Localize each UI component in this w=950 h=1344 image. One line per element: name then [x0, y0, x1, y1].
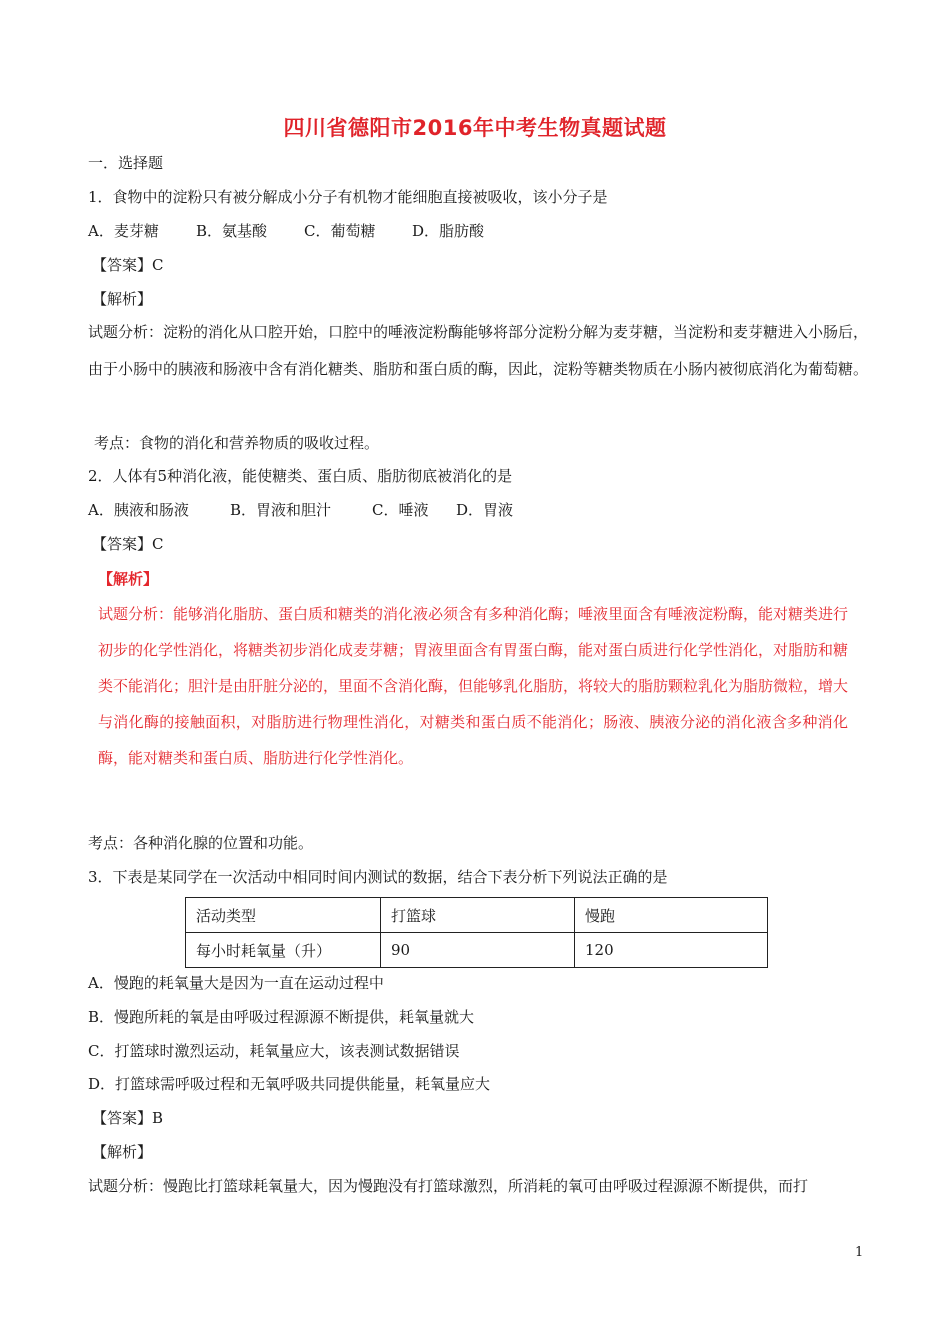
q2-option-d: D．胃液 — [456, 501, 514, 519]
q1-option-a: A．麦芽糖 — [88, 222, 159, 240]
q1-analysis: 试题分析：淀粉的消化从口腔开始，口腔中的唾液淀粉酶能够将部分淀粉分解为麦芽糖，当淀粉和麦芽糖进入小肠后，由于小肠中的胰液和肠液中含有消化糖类、脂肪和蛋白质的酶，因此，淀粉等糖类物质在小肠内被彻底消化为葡萄糖。 — [88, 323, 869, 378]
table-cell-basketball-value: 90 — [381, 933, 575, 968]
q1-option-c: C．葡萄糖 — [304, 222, 376, 240]
q3-analysis: 试题分析：慢跑比打篮球耗氧量大，因为慢跑没有打篮球激烈，所消耗的氧可由呼吸过程源源不断提供，而打 — [88, 1177, 809, 1195]
q3-option-a: A．慢跑的耗氧量大是因为一直在运动过程中 — [88, 974, 384, 992]
q1-option-b: B．氨基酸 — [196, 222, 268, 240]
q3-option-d: D．打篮球需呼吸过程和无氧呼吸共同提供能量，耗氧量应大 — [88, 1075, 491, 1093]
table-cell-activity-type: 活动类型 — [186, 898, 381, 933]
q1-knowledge-point: 考点：食物的消化和营养物质的吸收过程。 — [94, 434, 380, 452]
q1-answer: 【答案】C — [92, 256, 164, 274]
q2-option-b: B．胃液和胆汁 — [230, 501, 332, 519]
q3-option-c: C．打篮球时激烈运动，耗氧量应大，该表测试数据错误 — [88, 1042, 460, 1060]
q1-stem: 1．食物中的淀粉只有被分解成小分子有机物才能细胞直接被吸收，该小分子是 — [88, 188, 608, 206]
q2-answer: 【答案】C — [92, 535, 164, 553]
q2-knowledge-point: 考点：各种消化腺的位置和功能。 — [88, 834, 314, 852]
q2-stem: 2．人体有5种消化液，能使糖类、蛋白质、脂肪彻底被消化的是 — [88, 467, 513, 485]
q3-stem: 3．下表是某同学在一次活动中相同时间内测试的数据，结合下表分析下列说法正确的是 — [88, 868, 668, 886]
table-cell-basketball: 打篮球 — [381, 898, 575, 933]
table-cell-jogging-value: 120 — [575, 933, 768, 968]
q3-option-b: B．慢跑所耗的氧是由呼吸过程源源不断提供，耗氧量就大 — [88, 1008, 475, 1026]
table-row — [186, 898, 768, 933]
q3-answer: 【答案】B — [92, 1109, 164, 1127]
q1-option-d: D．脂肪酸 — [412, 222, 485, 240]
q2-analysis: 试题分析：能够消化脂肪、蛋白质和糖类的消化液必须含有多种消化酶；唾液里面含有唾液淀粉酶，能对糖类进行初步的化学性消化，将糖类初步消化成麦芽糖；胃液里面含有胃蛋白酶，能对蛋白质进行化学性消化，对脂肪和糖类不能消化；胆汁是由肝脏分泌的，里面不含消化酶，但能够乳化脂肪，将较大的脂肪颗粒乳化为脂肪微粒，增大与消化酶的接触面积，对脂肪进行物理性消化，对糖类和蛋白质不能消化；肠液、胰液分泌的消化液含多种消化酶，能对糖类和蛋白质、脂肪进行化学性消化。 — [98, 605, 849, 767]
section-heading: 一．选择题 — [88, 154, 164, 172]
q2-options — [88, 499, 513, 521]
page-number: 1 — [855, 1245, 864, 1260]
q2-option-c: C．唾液 — [372, 501, 429, 519]
q1-analysis-heading: 【解析】 — [92, 290, 153, 308]
table-row — [186, 933, 768, 968]
table-cell-jogging: 慢跑 — [575, 898, 768, 933]
table-cell-oxygen-label: 每小时耗氧量（升） — [186, 933, 381, 968]
document-title: 四川省德阳市2016年中考生物真题试题 — [283, 116, 667, 140]
q2-analysis-heading: 【解析】 — [98, 570, 159, 588]
q1-options — [88, 220, 484, 242]
q3-analysis-heading: 【解析】 — [92, 1143, 153, 1161]
q3-data-table — [185, 897, 768, 968]
q2-option-a: A．胰液和肠液 — [88, 501, 189, 519]
